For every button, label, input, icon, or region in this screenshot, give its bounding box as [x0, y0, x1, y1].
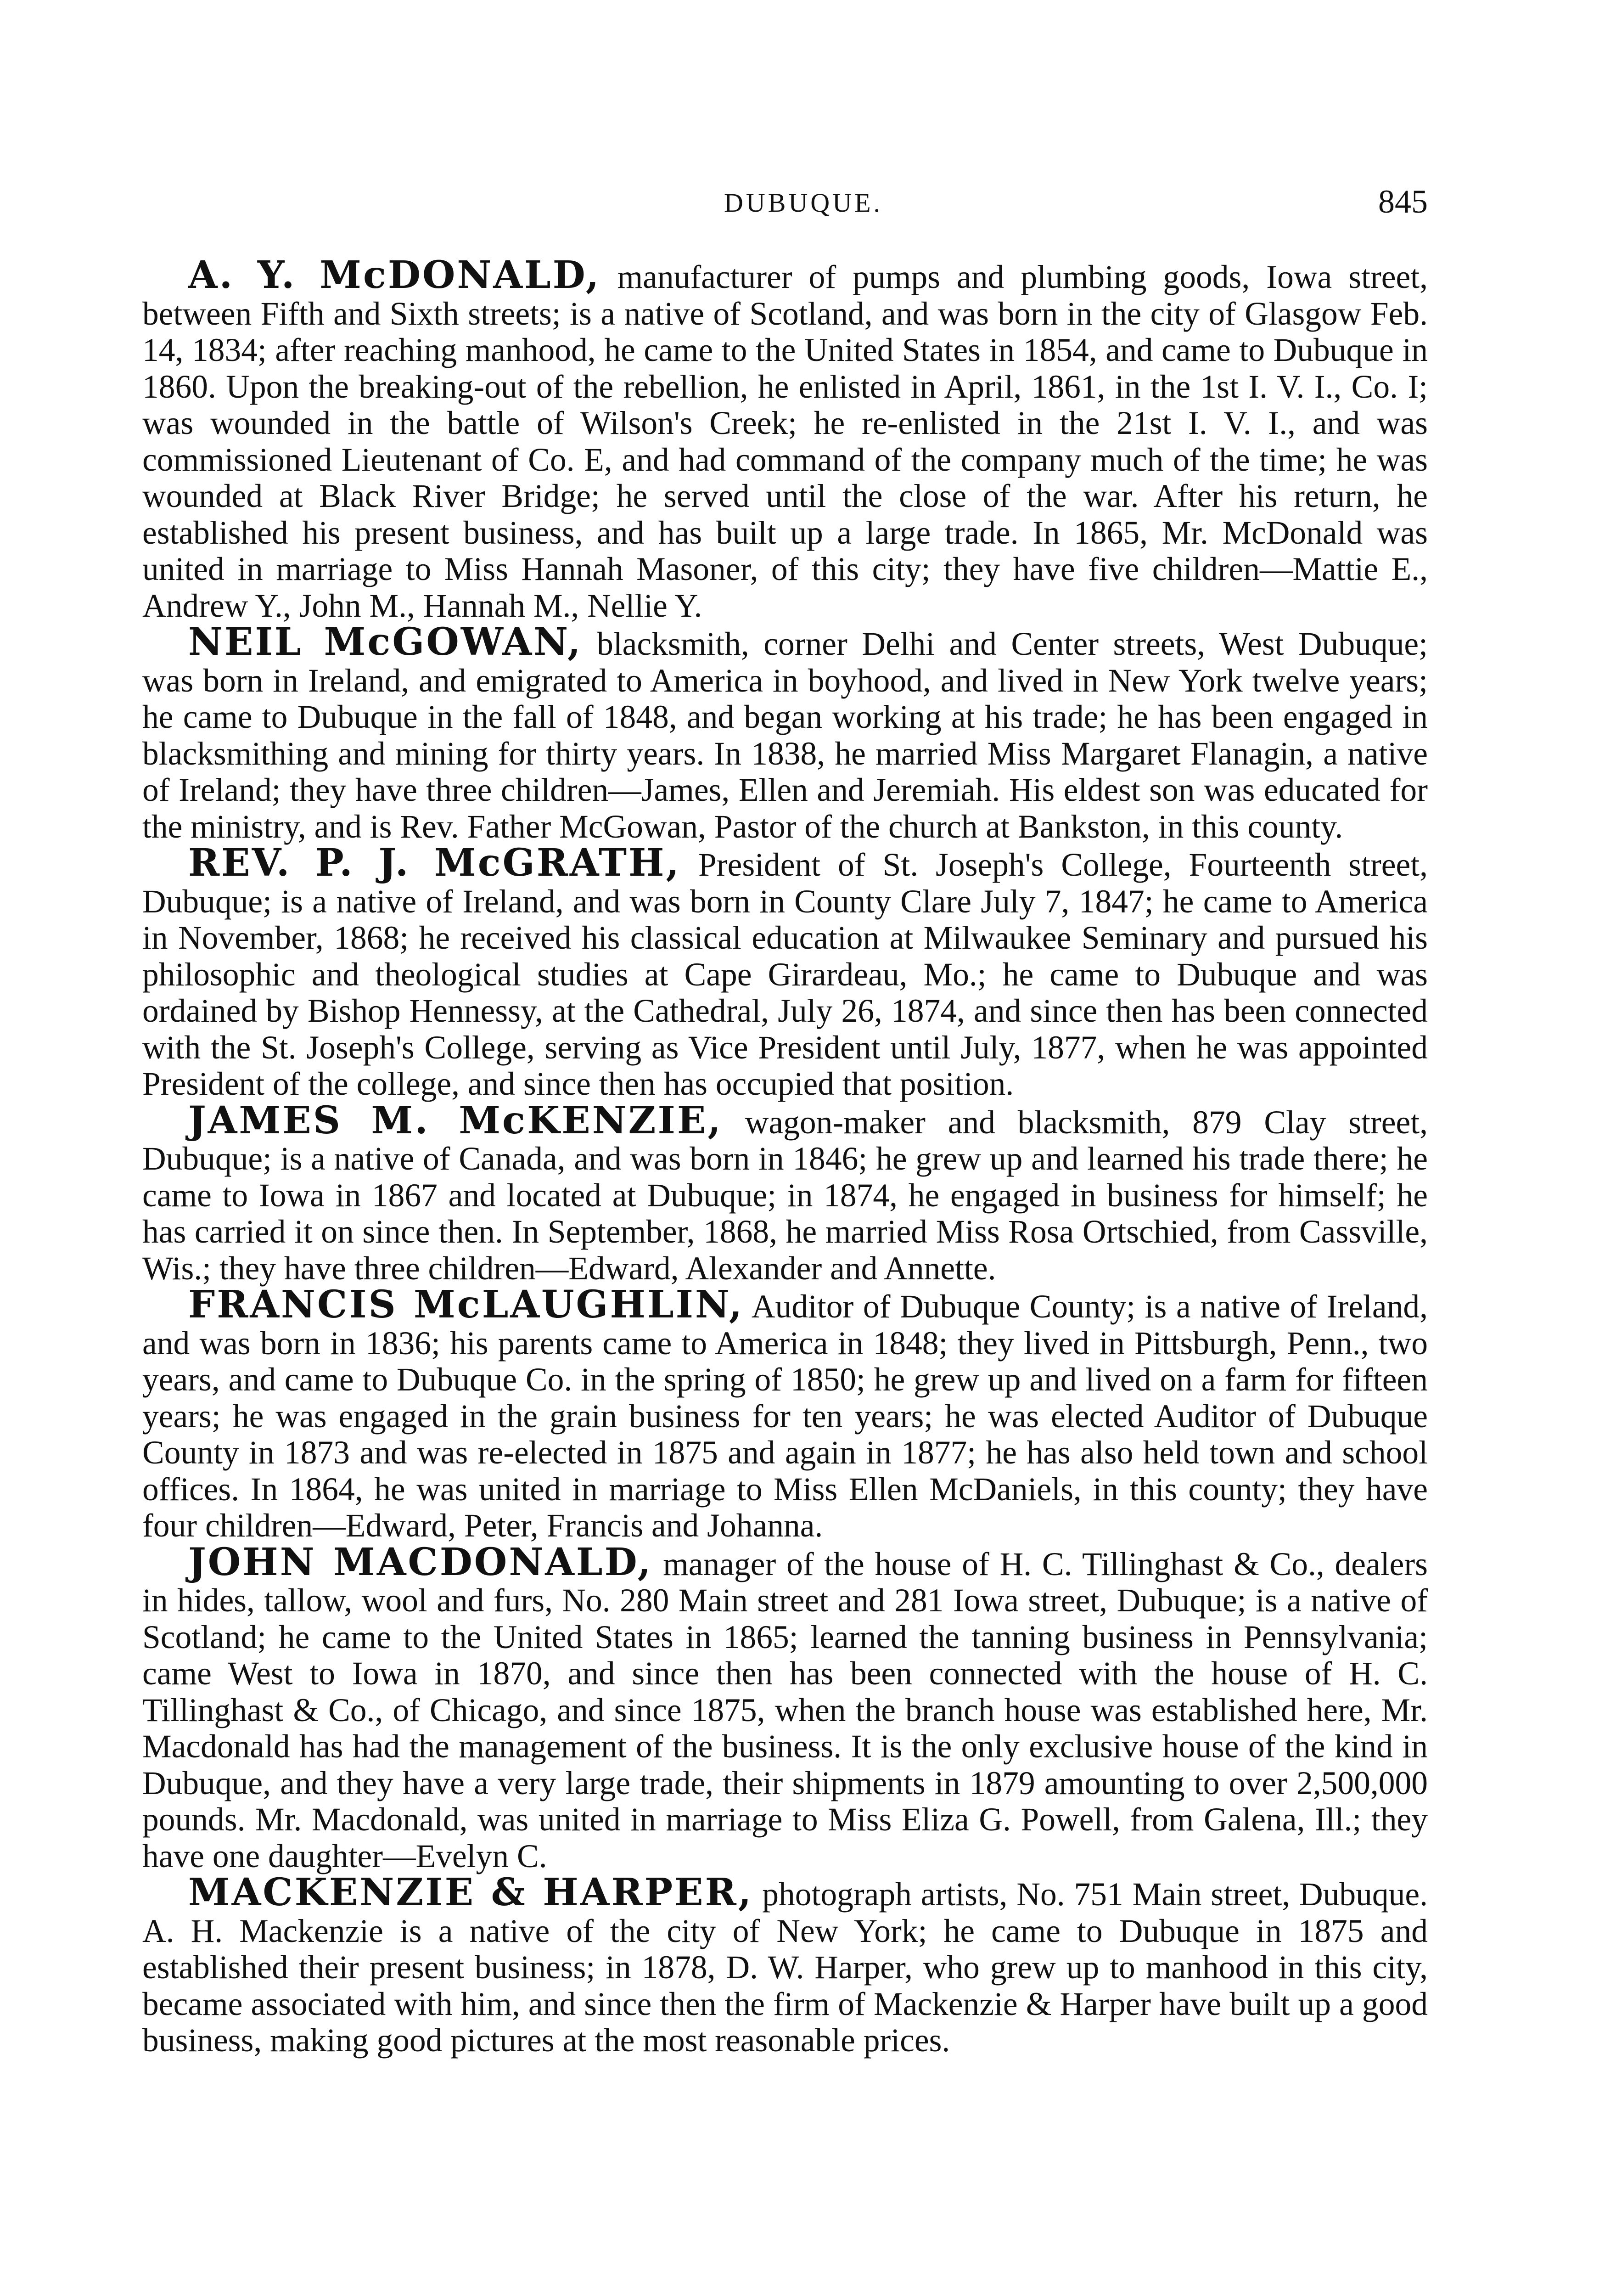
- entry-name: A. Y. McDONALD,: [188, 253, 601, 297]
- entry-text: photograph artists, No. 751 Main street, Dubuque. A. H. Mackenzie is a native of the city of New York; he came to Dubuque in 1875 and established their present business; in 1878, D. W. Harper, who grew up to manhood in this city, became associated with him, and since then the firm of Mackenzie & Harper have built up a good business, making good pictures at the most reasonable prices.: [142, 1876, 1428, 2059]
- entry-name: JOHN MACDONALD,: [188, 1540, 653, 1584]
- biography-entry: [142, 1098, 1428, 1287]
- entry-text: manufacturer of pumps and plumbing goods, Iowa street, between Fifth and Sixth streets; is a native of Scotland, and was born in the city of Glasgow Feb. 14, 1834; after reaching manhood, he came to the United States in 1854, and came to Dubuque in 1860. Upon the breaking-out of the rebellion, he enlisted in April, 1861, in the 1st I. V. I., Co. I; was wounded in the battle of Wilson's Creek; he re-enlisted in the 21st I. V. I., and was commissioned Lieutenant of Co. E, and had command of the company much of the time; he was wounded at Black River Bridge; he served until the close of the war. After his return, he established his present business, and has built up a large trade. In 1865, Mr. McDonald was united in marriage to Miss Hannah Masoner, of this city; they have five children—Mattie E., Andrew Y., John M., Hannah M., Nellie Y.: [142, 259, 1428, 624]
- entry-text: manager of the house of H. C. Tillinghast & Co., dealers in hides, tallow, wool and furs, No. 280 Main street and 281 Iowa street, Dubuque; is a native of Scotland; he came to the United States in 1865; learned the tanning business in Pennsylvania; came West to Iowa in 1870, and since then has been connected with the house of H. C. Tillinghast & Co., of Chicago, and since 1875, when the branch house was established here, Mr. Macdonald has had the management of the business. It is the only exclusive house of the kind in Dubuque, and they have a very large trade, their shipments in 1879 amounting to over 2,500,000 pounds. Mr. Macdonald, was united in marriage to Miss Eliza G. Powell, from Galena, Ill.; they have one daughter—Evelyn C.: [142, 1546, 1428, 1874]
- entry-text: blacksmith, corner Delhi and Center streets, West Dubuque; was born in Ireland, and emigrated to America in boyhood, and lived in New York twelve years; he came to Dubuque in the fall of 1848, and began working at his trade; he has been engaged in blacksmithing and mining for thirty years. In 1838, he married Miss Margaret Flanagin, a native of Ireland; they have three children—James, Ellen and Jeremiah. His eldest son was educated for the ministry, and is Rev. Father McGowan, Pastor of the church at Bankston, in this county.: [142, 626, 1428, 845]
- entry-name: JAMES M. McKENZIE,: [188, 1098, 723, 1142]
- entry-name: FRANCIS McLAUGHLIN,: [188, 1283, 744, 1327]
- biography-entry: [142, 1283, 1428, 1544]
- biography-entry: [142, 253, 1428, 624]
- running-head: DUBUQUE.: [724, 188, 883, 218]
- entry-name: MACKENZIE & HARPER,: [188, 1870, 753, 1914]
- page-body: [142, 253, 1428, 2059]
- entry-text: President of St. Joseph's College, Fourteenth street, Dubuque; is a native of Ireland, and was born in County Clare July 7, 1847; he came to America in November, 1868; he received his classical education at Milwaukee Seminary and pursued his philosophic and theological studies at Cape Girardeau, Mo.; he came to Dubuque and was ordained by Bishop Hennessy, at the Cathedral, July 26, 1874, and since then has been connected with the St. Joseph's College, serving as Vice President until July, 1877, when he was appointed President of the college, and since then has occupied that position.: [142, 847, 1428, 1102]
- biography-entry: [142, 841, 1428, 1103]
- entry-text: Auditor of Dubuque County; is a native of Ireland, and was born in 1836; his parents came to America in 1848; they lived in Pittsburgh, Penn., two years, and came to Dubuque Co. in the spring of 1850; he grew up and lived on a farm for fifteen years; he was engaged in the grain business for ten years; he was elected Auditor of Dubuque County in 1873 and was re-elected in 1875 and again in 1877; he has also held town and school offices. In 1864, he was united in marriage to Miss Ellen McDaniels, in this county; they have four children—Edward, Peter, Francis and Johanna.: [142, 1289, 1428, 1544]
- biography-entry: [142, 1870, 1428, 2059]
- biography-entry: [142, 620, 1428, 845]
- entry-name: NEIL McGOWAN,: [188, 620, 583, 664]
- entry-name: REV. P. J. McGRATH,: [188, 841, 681, 885]
- page-number: 845: [1378, 183, 1428, 220]
- page-header: [0, 183, 1616, 224]
- biography-entry: [142, 1540, 1428, 1875]
- entry-text: wagon-maker and blacksmith, 879 Clay street, Dubuque; is a native of Canada, and was born in 1846; he grew up and learned his trade there; he came to Iowa in 1867 and located at Dubuque; in 1874, he engaged in business for himself; he has carried it on since then. In September, 1868, he married Miss Rosa Ortschied, from Cassville, Wis.; they have three children—Edward, Alexander and Annette.: [142, 1104, 1428, 1287]
